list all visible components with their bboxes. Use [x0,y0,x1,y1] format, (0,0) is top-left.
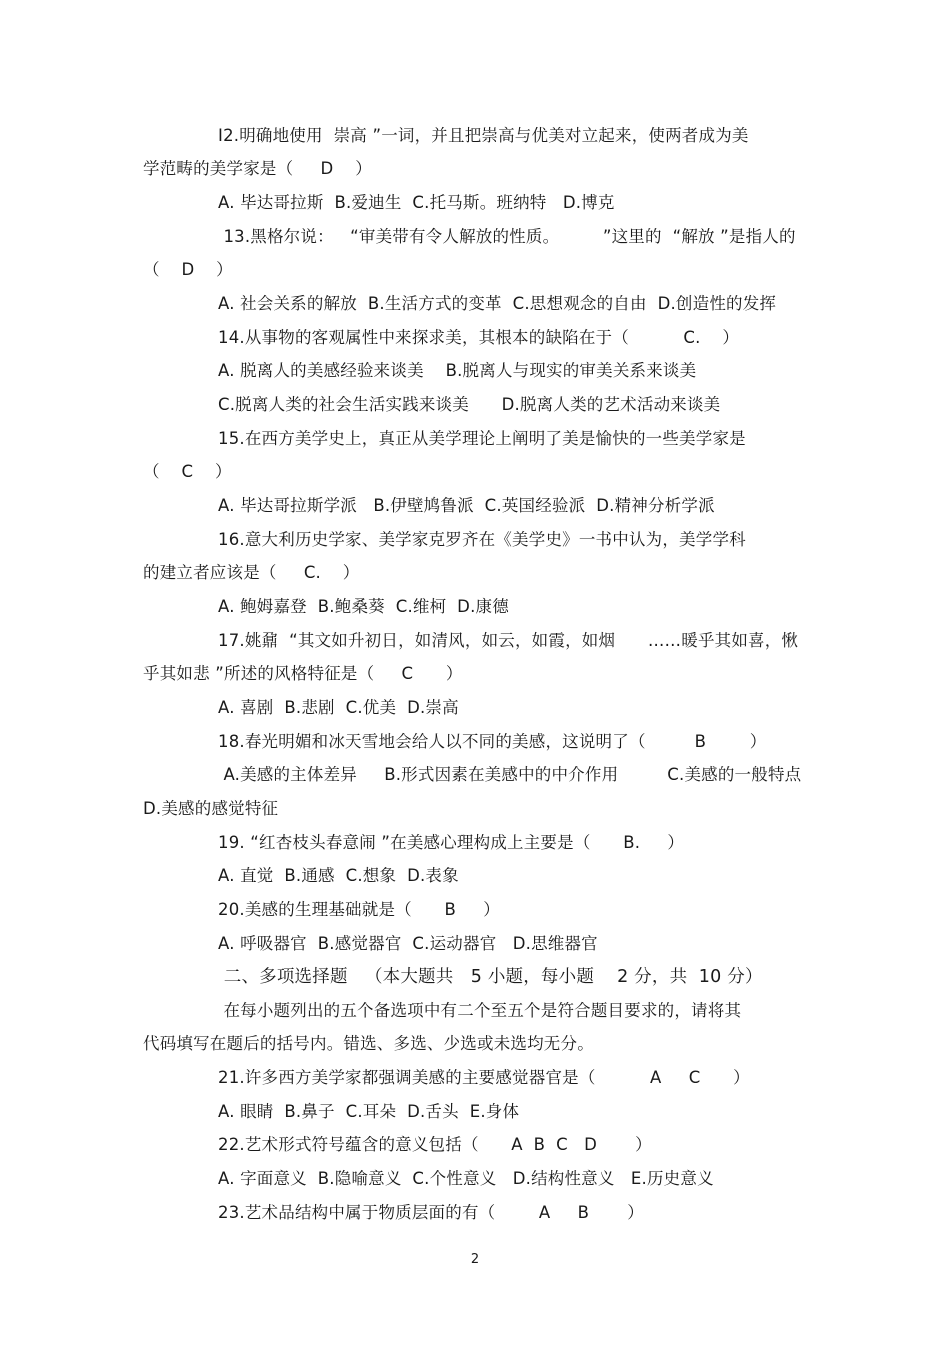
question-20-stem: 20.美感的生理基础就是（ B ） [218,900,500,919]
section-heading: 二、多项选择题 （本大题共 5 小题，每小题 2 分，共 10 分） [218,967,763,987]
question-18-options-cont: D.美感的感觉特征 [143,799,279,818]
question-16-stem: 16.意大利历史学家、美学家克罗齐在《美学史》一书中认为，美学学科 [218,530,746,549]
question-21-options: A. 眼睛 B.鼻子 C.耳朵 D.舌头 E.身体 [218,1102,520,1121]
question-18-stem: 18.春光明媚和冰天雪地会给人以不同的美感，这说明了（ B ） [218,732,767,751]
question-13-options: A. 社会关系的解放 B.生活方式的变革 C.思想观念的自由 D.创造性的发挥 [218,294,777,313]
question-19-options: A. 直觉 B.通感 C.想象 D.表象 [218,866,459,885]
question-19-stem: 19. “红杏枝头春意闹 ”在美感心理构成上主要是（ B. ） [218,833,685,852]
question-22-options: A. 字面意义 B.隐喻意义 C.个性意义 D.结构性意义 E.历史意义 [218,1169,714,1188]
question-21-stem: 21.许多西方美学家都强调美感的主要感觉器官是（ A C ） [218,1068,750,1087]
question-17-options: A. 喜剧 B.悲剧 C.优美 D.崇高 [218,698,459,717]
question-17-stem-cont: 乎其如悲 ”所述的风格特征是（ C ） [143,664,463,683]
question-13-stem-cont: （ D ） [143,260,233,279]
question-14-stem: 14.从事物的客观属性中来探求美，其根本的缺陷在于（ C. ） [218,328,740,347]
page-number: 2 [470,1252,480,1267]
question-18-options: A.美感的主体差异 B.形式因素在美感中的中介作用 C.美感的一般特点 [218,765,802,784]
question-20-options: A. 呼吸器官 B.感觉器官 C.运动器官 D.思维器官 [218,934,598,953]
question-17-stem: 17.姚鼐 “其文如升初日，如清风，如云，如霞，如烟 ……暖乎其如喜，愀 [218,631,799,650]
question-12-stem-cont: 学范畴的美学家是（ D ） [143,159,372,178]
question-12-stem: I2.明确地使用 崇高 ”一词，并且把崇高与优美对立起来，使两者成为美 [218,126,749,145]
question-16-stem-cont: 的建立者应该是（ C. ） [143,563,360,582]
question-16-options: A. 鲍姆嘉登 B.鲍桑葵 C.维柯 D.康德 [218,597,509,616]
question-13-stem: 13.黑格尔说： “审美带有令人解放的性质。 ”这里的 “解放 ”是指人的 [218,227,796,246]
question-15-stem: 15.在西方美学史上，真正从美学理论上阐明了美是愉快的一些美学家是 [218,429,746,448]
question-23-stem: 23.艺术品结构中属于物质层面的有（ A B ） [218,1203,644,1222]
question-14-options-2: C.脱离人类的社会生活实践来谈美 D.脱离人类的艺术活动来谈美 [218,395,721,414]
question-15-options: A. 毕达哥拉斯学派 B.伊壁鸠鲁派 C.英国经验派 D.精神分析学派 [218,496,715,515]
question-12-options: A. 毕达哥拉斯 B.爱迪生 C.托马斯。班纳特 D.博克 [218,193,615,212]
section-instruction: 在每小题列出的五个备选项中有二个至五个是符合题目要求的，请将其 [218,1001,742,1020]
question-15-stem-cont: （ C ） [143,462,232,481]
section-instruction-cont: 代码填写在题后的括号内。错选、多选、少选或未选均无分。 [143,1034,594,1053]
question-22-stem: 22.艺术形式符号蕴含的意义包括（ A B C D ） [218,1135,652,1154]
question-14-options-1: A. 脱离人的美感经验来谈美 B.脱离人与现实的审美关系来谈美 [218,361,697,380]
